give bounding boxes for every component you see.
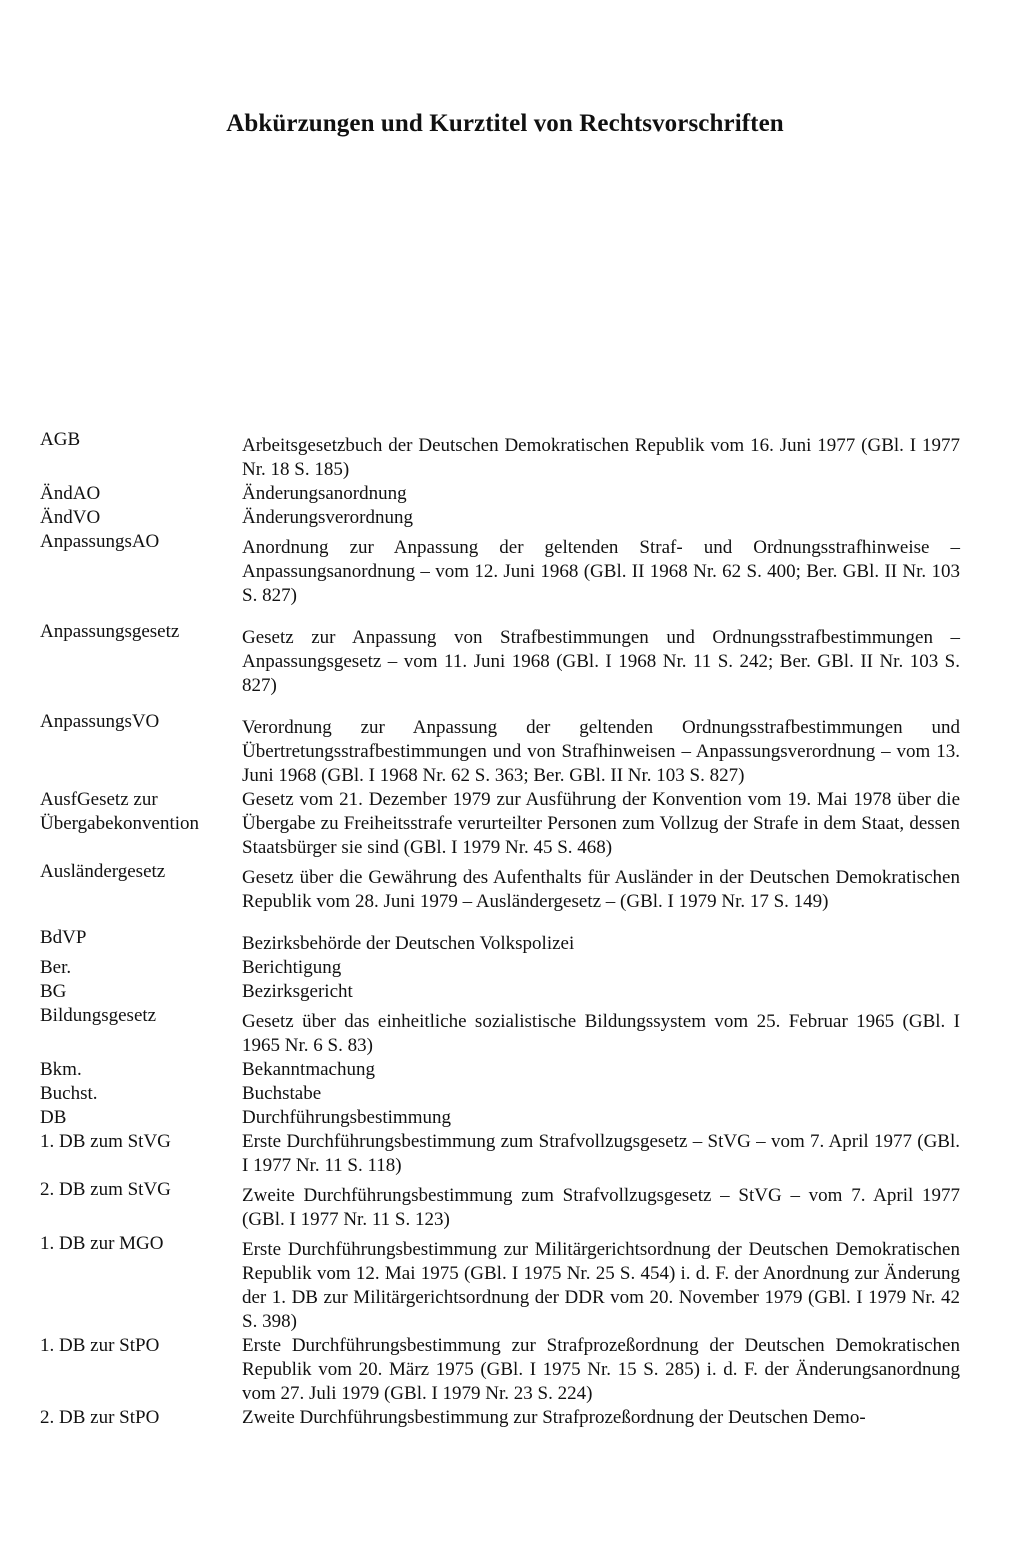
abbreviation-definition: Gesetz vom 21. Dezember 1979 zur Ausführung der Konvention vom 19. Mai 1978 über die Übergabe zu Freiheitsstrafe verurteilter Personen zum Vollzug der Strafe in dem Staat, dessen Staatsbürger sie sind (GBl. I 1979 Nr. 45 S. 468) [242,789,960,858]
abbreviation-term: Ber. [40,957,72,978]
list-item [40,860,960,914]
list-item [40,1232,960,1334]
abbreviation-term: AnpassungsVO [40,711,160,732]
list-item [40,1334,960,1406]
list-item [40,1178,960,1232]
abbreviation-term: Ausländergesetz [40,861,166,882]
abbreviation-term: AGB [40,429,81,450]
list-item [40,926,960,956]
abbreviation-term: ÄndAO [40,483,101,504]
abbreviation-term: Bkm. [40,1059,82,1080]
abbreviation-term: BG [40,981,67,1002]
abbreviation-definition: Zweite Durchführungsbestimmung zum Strafvollzugsgesetz – StVG – vom 7. April 1977 (GBl. I 1977 Nr. 11 S. 123) [242,1185,960,1230]
page-title: Abkürzungen und Kurztitel von Rechtsvorschriften [226,110,784,137]
abbreviation-definition: Änderungsanordnung [242,483,407,504]
abbreviation-term: AusfGesetz zur Übergabekonvention [40,789,199,834]
abbreviation-definition: Zweite Durchführungsbestimmung zur Strafprozeßordnung der Deutschen Demo- [242,1407,866,1428]
list-item [40,1106,960,1130]
abbreviation-definition: Bezirksbehörde der Deutschen Volkspolizei [242,933,575,954]
abbreviation-definition: Verordnung zur Anpassung der geltenden Ordnungsstrafbestimmungen und Übertretungsstrafbestimmungen und von Strafhinweisen – Anpassungsverordnung – vom 13. Juni 1968 (GBl. I 1968 Nr. 62 S. 363; Ber. GBl. II Nr. 103 S. 827) [242,717,960,786]
list-item [40,530,960,608]
abbreviation-definition: Erste Durchführungsbestimmung zur Strafprozeßordnung der Deutschen Demokratischen Republik vom 20. März 1975 (GBl. I 1975 Nr. 15 S. 285) i. d. F. der Änderungsanordnung vom 27. Juli 1979 (GBl. I 1979 Nr. 23 S. 224) [242,1335,960,1404]
abbreviation-definition: Berichtigung [242,957,342,978]
list-item [40,710,960,788]
list-item [40,428,960,482]
list-item [40,1004,960,1058]
abbreviation-definition: Gesetz zur Anpassung von Strafbestimmungen und Ordnungsstrafbestimmungen – Anpassungsgesetz – vom 11. Juni 1968 (GBl. I 1968 Nr. 11 S. 242; Ber. GBl. II Nr. 103 S. 827) [242,627,960,696]
list-item [40,956,960,980]
abbreviation-term: BdVP [40,927,87,948]
abbreviation-definition: Anordnung zur Anpassung der geltenden Straf- und Ordnungsstrafhinweise – Anpassungsanordnung – vom 12. Juni 1968 (GBl. II 1968 Nr. 62 S. 400; Ber. GBl. II Nr. 103 S. 827) [242,537,960,606]
abbreviation-term: ÄndVO [40,507,101,528]
list-item [40,620,960,698]
abbreviation-term: 1. DB zur StPO [40,1335,160,1356]
abbreviation-term: 1. DB zur MGO [40,1233,164,1254]
abbreviation-definition: Erste Durchführungsbestimmung zum Strafvollzugsgesetz – StVG – vom 7. April 1977 (GBl. I 1977 Nr. 11 S. 118) [242,1131,960,1176]
abbreviation-definition: Bezirksgericht [242,981,353,1002]
abbreviation-term: DB [40,1107,67,1128]
abbreviation-definition: Arbeitsgesetzbuch der Deutschen Demokratischen Republik vom 16. Juni 1977 (GBl. I 1977 Nr. 18 S. 185) [242,435,960,480]
list-item [40,980,960,1004]
abbreviation-term: 1. DB zum StVG [40,1131,171,1152]
list-item [40,506,960,530]
list-item [40,1406,960,1430]
abbreviation-definition: Bekanntmachung [242,1059,375,1080]
abbreviation-term: AnpassungsAO [40,531,160,552]
list-item [40,1058,960,1082]
abbreviation-definition: Gesetz über die Gewährung des Aufenthalts für Ausländer in der Deutschen Demokratischen Republik vom 28. Juni 1979 – Ausländergesetz – (GBl. I 1979 Nr. 17 S. 149) [242,867,960,912]
abbreviation-term: Buchst. [40,1083,98,1104]
list-item [40,788,960,860]
list-item [40,482,960,506]
abbreviation-term: Bildungsgesetz [40,1005,157,1026]
abbreviation-definition: Gesetz über das einheitliche sozialistische Bildungssystem vom 25. Februar 1965 (GBl. I 1965 Nr. 6 S. 83) [242,1011,960,1056]
list-item [40,1082,960,1106]
abbreviation-definition: Änderungsverordnung [242,507,413,528]
abbreviation-term: 2. DB zur StPO [40,1407,160,1428]
abbreviation-definition: Buchstabe [242,1083,322,1104]
abbreviation-term: 2. DB zum StVG [40,1179,171,1200]
abbreviation-definition: Erste Durchführungsbestimmung zur Militärgerichtsordnung der Deutschen Demokratischen Republik vom 12. Mai 1975 (GBl. I 1975 Nr. 25 S. 454) i. d. F. der Anordnung zur Änderung der 1. DB zur Militärgerichtsordnung der DDR vom 20. November 1979 (GBl. I 1979 Nr. 42 S. 398) [242,1239,960,1332]
abbreviation-list [40,428,960,1430]
list-item [40,1130,960,1178]
abbreviation-term: Anpassungsgesetz [40,621,180,642]
abbreviation-definition: Durchführungsbestimmung [242,1107,451,1128]
